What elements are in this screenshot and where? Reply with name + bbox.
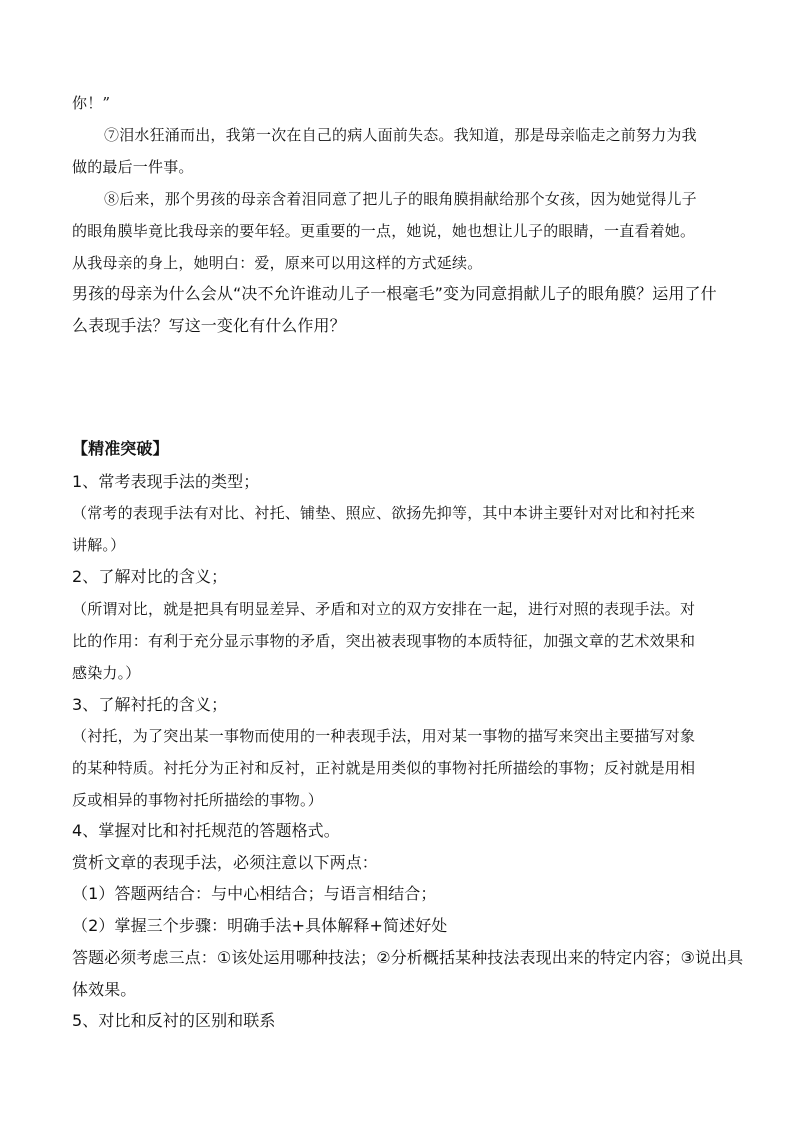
item-2-note-line-3: 感染力。） [72, 664, 141, 682]
item-2-note-line-2: 比的作用：有利于充分显示事物的矛盾，突出被表现事物的本质特征，加强文章的艺术效果和 [72, 632, 696, 650]
item-2-title: 2、了解对比的含义； [72, 567, 228, 586]
question-line-1: 男孩的母亲为什么会从“决不允许谁动儿子一根毫毛”变为同意捐献儿子的眼角膜？运用了什 [72, 284, 717, 303]
story-paragraph-7-line-2: 做的最后一件事。 [72, 158, 194, 176]
item-4-line-5: 体效果。 [72, 980, 137, 999]
story-paragraph-8-line-2: 的眼角膜毕竟比我母亲的要年轻。更重要的一点，她说，她也想让儿子的眼睛，一直看着她。 [72, 222, 696, 240]
question-line-2: 么表现手法？写这一变化有什么作用？ [72, 316, 346, 335]
story-paragraph-7-line-1: ⑦泪水狂涌而出，我第一次在自己的病人面前失态。我知道，那是母亲临走之前努力为我 [104, 126, 697, 144]
section-heading: 【精准突破】 [72, 439, 169, 458]
item-2-note-line-1: （所谓对比，就是把具有明显差异、矛盾和对立的双方安排在一起，进行对照的表现手法。对 [72, 600, 696, 618]
story-paragraph-8-line-3: 从我母亲的身上，她明白：爱，原来可以用这样的方式延续。 [72, 254, 483, 272]
item-4-title: 4、掌握对比和衬托规范的答题格式。 [72, 821, 340, 840]
item-1-title: 1、常考表现手法的类型； [72, 472, 260, 491]
story-line-1: 你！” [72, 94, 111, 112]
story-paragraph-8-line-1: ⑧后来，那个男孩的母亲含着泪同意了把儿子的眼角膜捐献给那个女孩，因为她觉得儿子 [104, 190, 697, 208]
item-4-line-1: 赏析文章的表现手法，必须注意以下两点： [72, 853, 378, 872]
item-3-note-line-2: 的某种特质。衬托分为正衬和反衬，正衬就是用类似的事物衬托所描绘的事物；反衬就是用相 [72, 759, 696, 777]
item-3-note-line-3: 反或相异的事物衬托所描绘的事物。） [72, 791, 323, 809]
item-1-note-line-1: （常考的表现手法有对比、衬托、铺垫、照应、欲扬先抑等，其中本讲主要针对对比和衬托来 [72, 504, 696, 522]
item-5-title: 5、对比和反衬的区别和联系 [72, 1011, 276, 1030]
item-4-line-4: 答题必须考虑三点：①该处运用哪种技法；②分析概括某种技法表现出来的特定内容；③说出具 [72, 948, 744, 967]
item-3-note-line-1: （衬托，为了突出某一事物而使用的一种表现手法，用对某一事物的描写来突出主要描写对象 [72, 727, 696, 745]
item-3-title: 3、了解衬托的含义； [72, 695, 228, 714]
item-4-line-2: （1）答题两结合：与中心相结合；与语言相结合； [72, 884, 437, 903]
item-1-note-line-2: 讲解。） [72, 536, 126, 554]
item-4-line-3: （2）掌握三个步骤：明确手法+具体解释+简述好处 [72, 916, 448, 935]
